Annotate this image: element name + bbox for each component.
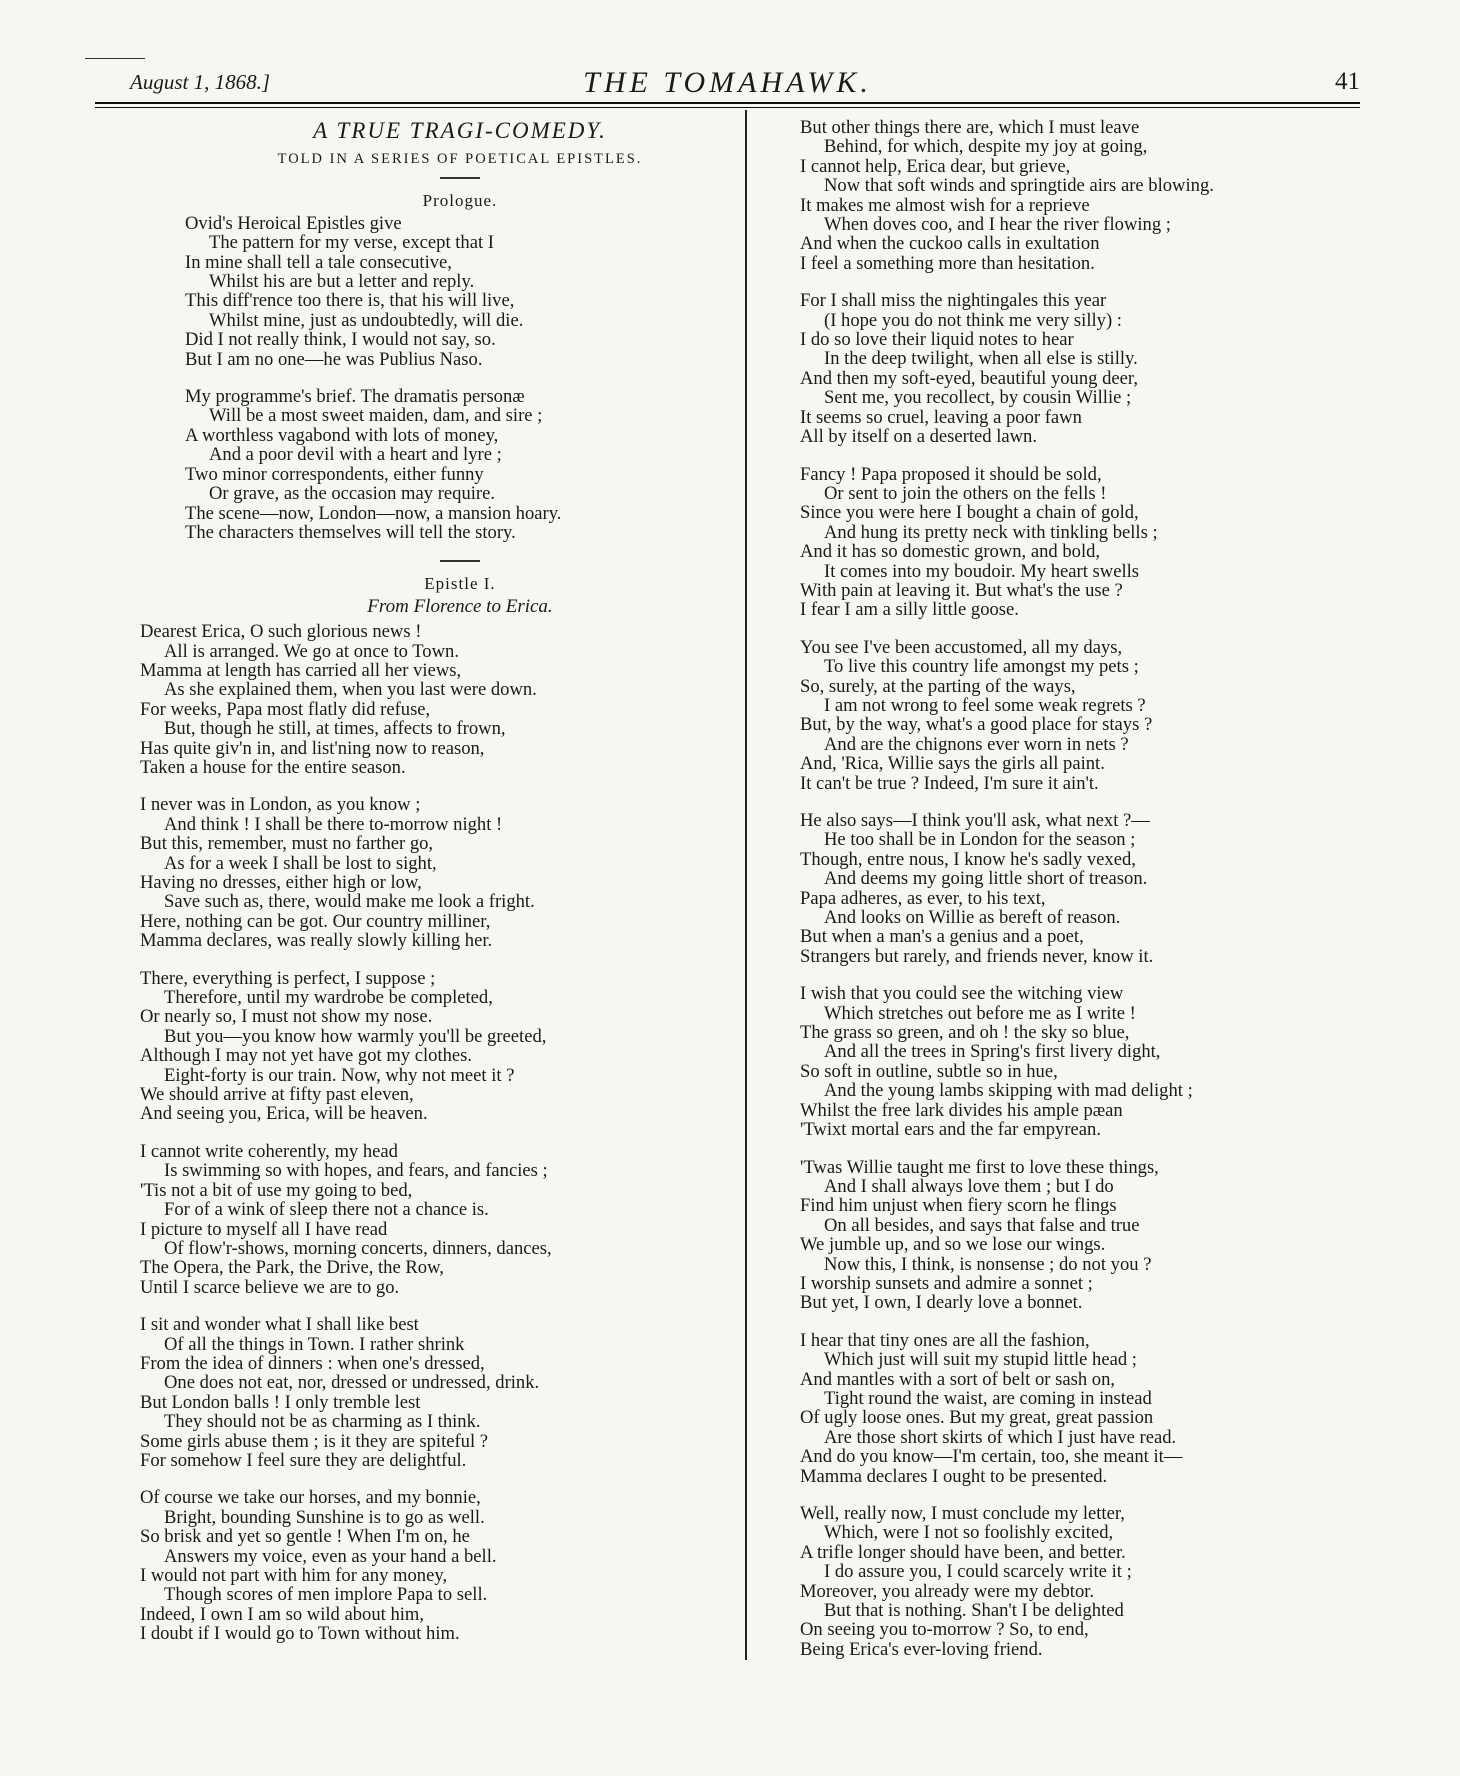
verse-line: They should not be as charming as I think. [164, 1411, 481, 1433]
right-column [800, 118, 1360, 1677]
verse-line: Strangers but rarely, and friends never, know it. [800, 945, 1154, 967]
verse-line: I would not part with him for any money, [140, 1565, 448, 1586]
issue-date: August 1, 1868.] [130, 70, 271, 94]
verse-line: Is swimming so with hopes, and fears, and fancies ; [164, 1160, 548, 1182]
header-tick-rule [85, 58, 145, 59]
verse-line: I worship sunsets and admire a sonnet ; [800, 1272, 1093, 1294]
verse-line: It comes into my boudoir. My heart swells [824, 560, 1140, 582]
verse-line: Of all the things in Town. I rather shrink [164, 1333, 465, 1355]
verse-line: Save such as, there, would make me look a fright. [164, 891, 535, 913]
verse-line: And a poor devil with a heart and lyre ; [209, 444, 502, 466]
verse-line: But this, remember, must no farther go, [140, 833, 434, 855]
verse-line: Of ugly loose ones. But my great, great passion [800, 1407, 1154, 1429]
verse-line: I do assure you, I could scarcely write it ; [824, 1561, 1132, 1583]
verse-line: But you—you know how warmly you'll be greeted, [164, 1025, 547, 1047]
page-number: 41 [1335, 68, 1360, 95]
verse-line: I picture to myself all I have read [140, 1218, 388, 1240]
verse-line: Answers my voice, even as your hand a bell. [164, 1545, 497, 1567]
prologue-heading: Prologue. [422, 191, 498, 211]
verse-line: Bright, bounding Sunshine is to go as well. [164, 1506, 485, 1528]
section-dash [440, 177, 480, 179]
verse-line: When doves coo, and I hear the river flowing ; [824, 214, 1171, 236]
verse-line: So brisk and yet so gentle ! When I'm on, he [140, 1526, 470, 1548]
verse-line: And do you know—I'm certain, too, she meant it— [800, 1446, 1183, 1468]
verse-line: Mamma declares I ought to be presented. [800, 1465, 1108, 1487]
verse-line: Until I scarce believe we are to go. [140, 1276, 400, 1298]
verse-line: And deems my going little short of treason. [824, 868, 1148, 890]
stanza [140, 622, 740, 777]
verse-line: It makes me almost wish for a reprieve [800, 194, 1090, 216]
verse-line: It can't be true ? Indeed, I'm sure it ain't. [800, 772, 1099, 794]
verse-line: A worthless vagabond with lots of money, [185, 424, 499, 446]
verse-line: And, 'Rica, Willie says the girls all paint. [800, 753, 1105, 775]
verse-line: Being Erica's ever-loving friend. [800, 1638, 1043, 1660]
epistle-verses-right [800, 118, 1360, 1659]
verse-line: Which, were I not so foolishly excited, [824, 1522, 1114, 1544]
article-title: A TRUE TRAGI-COMEDY. [313, 118, 607, 143]
verse-line: And think ! I shall be there to-morrow night ! [164, 813, 503, 835]
verse-line: Having no dresses, either high or low, [140, 872, 422, 893]
stanza [800, 984, 1360, 1139]
verse-line: Indeed, I own I am so wild about him, [140, 1603, 425, 1625]
epistle-subheading: From Florence to Erica. [367, 595, 553, 617]
verse-line: But London balls ! I only tremble lest [140, 1391, 421, 1413]
verse-line: Or grave, as the occasion may require. [209, 483, 496, 505]
prologue-verses [140, 214, 740, 543]
verse-line: Of flow'r-shows, morning concerts, dinners, dances, [164, 1237, 552, 1259]
verse-line: Will be a most sweet maiden, dam, and sire ; [209, 405, 543, 427]
verse-line: Though scores of men implore Papa to sell. [164, 1584, 488, 1606]
verse-line: And the young lambs skipping with mad delight ; [824, 1080, 1193, 1102]
stanza [140, 795, 740, 950]
verse-line: And looks on Willie as bereft of reason. [824, 907, 1121, 929]
verse-line: Ovid's Heroical Epistles give [185, 212, 402, 234]
verse-line: The characters themselves will tell the story. [185, 521, 516, 543]
verse-line: We should arrive at fifty past eleven, [140, 1084, 414, 1106]
verse-line: Now that soft winds and springtide airs are blowing. [824, 175, 1214, 197]
verse-line: As she explained them, when you last were down. [164, 679, 537, 701]
verse-line: All by itself on a deserted lawn. [800, 426, 1038, 448]
verse-line: But when a man's a genius and a poet, [800, 926, 1084, 948]
verse-line: You see I've been accustomed, all my days, [800, 636, 1123, 658]
verse-line: 'Twas Willie taught me first to love these things, [800, 1156, 1159, 1178]
verse-line: With pain at leaving it. But what's the use ? [800, 579, 1123, 601]
verse-line: For I shall miss the nightingales this year [800, 290, 1107, 312]
stanza [140, 969, 740, 1124]
verse-line: Though, entre nous, I know he's sadly vexed, [800, 848, 1136, 870]
stanza [140, 1142, 740, 1297]
verse-line: Whilst mine, just as undoubtedly, will die. [209, 309, 524, 331]
verse-line: The grass so green, and oh ! the sky so blue, [800, 1022, 1130, 1044]
verse-line: He too shall be in London for the season ; [824, 829, 1136, 851]
verse-line: There, everything is perfect, I suppose ; [140, 967, 436, 989]
verse-line: I hear that tiny ones are all the fashion, [800, 1329, 1090, 1351]
stanza [800, 638, 1360, 793]
verse-line: But I am no one—he was Publius Naso. [185, 348, 483, 370]
stanza [800, 811, 1360, 966]
verse-line: On all besides, and says that false and true [824, 1214, 1140, 1236]
verse-line: In mine shall tell a tale consecutive, [185, 251, 452, 273]
verse-line: And then my soft-eyed, beautiful young deer, [800, 367, 1138, 389]
verse-line: And it has so domestic grown, and bold, [800, 541, 1101, 563]
verse-line: Now this, I think, is nonsense ; do not you ? [824, 1253, 1152, 1275]
header-rule-thin [95, 107, 1360, 108]
stanza [140, 1488, 740, 1643]
verse-line: To live this country life amongst my pets ; [824, 656, 1139, 678]
verse-line: Has quite giv'n in, and list'ning now to reason, [140, 737, 485, 759]
stanza [800, 1158, 1360, 1313]
verse-line: And hung its pretty neck with tinkling bells ; [824, 521, 1158, 543]
verse-line: I doubt if I would go to Town without him. [140, 1623, 460, 1645]
verse-line: Sent me, you recollect, by cousin Willie ; [824, 387, 1132, 409]
verse-line: 'Tis not a bit of use my going to bed, [140, 1179, 413, 1201]
stanza [800, 1504, 1360, 1659]
verse-line: Find him unjust when fiery scorn he flings [800, 1195, 1117, 1217]
verse-line: Behind, for which, despite my joy at going, [824, 136, 1148, 158]
verse-line: I feel a something more than hesitation. [800, 252, 1095, 274]
verse-line: Therefore, until my wardrobe be completed, [164, 987, 493, 1009]
verse-line: Or nearly so, I must not show my nose. [140, 1006, 433, 1028]
verse-line: Mamma at length has carried all her views, [140, 659, 462, 681]
verse-line: As for a week I shall be lost to sight, [164, 852, 437, 874]
stanza [800, 465, 1360, 620]
stanza [140, 1315, 740, 1470]
verse-line: I fear I am a silly little goose. [800, 599, 1019, 621]
verse-line: Are those short skirts of which I just have read. [824, 1426, 1177, 1448]
stanza [800, 1331, 1360, 1486]
verse-line: Which just will suit my stupid little head ; [824, 1349, 1137, 1371]
verse-line: I do so love their liquid notes to hear [800, 329, 1074, 351]
verse-line: Dearest Erica, O such glorious news ! [140, 621, 422, 643]
verse-line: For weeks, Papa most flatly did refuse, [140, 698, 431, 720]
verse-line: But that is nothing. Shan't I be delighted [824, 1600, 1124, 1622]
stanza [185, 387, 740, 542]
verse-line: But, though he still, at times, affects to frown, [164, 718, 506, 740]
verse-line: Although I may not yet have got my clothes. [140, 1045, 473, 1067]
verse-line: Taken a house for the entire season. [140, 756, 406, 778]
verse-line: And when the cuckoo calls in exultation [800, 233, 1100, 255]
verse-line: Whilst the free lark divides his ample pæan [800, 1099, 1123, 1121]
section-dash [440, 560, 480, 562]
verse-line: Mamma declares, was really slowly killing her. [140, 930, 493, 952]
column-divider [745, 110, 747, 1660]
verse-line: Two minor correspondents, either funny [185, 463, 484, 485]
verse-line: Which stretches out before me as I write ! [824, 1002, 1136, 1024]
verse-line: And all the trees in Spring's first livery dight, [824, 1041, 1161, 1063]
verse-line: I never was in London, as you know ; [140, 794, 421, 816]
verse-line: I cannot write coherently, my head [140, 1140, 398, 1162]
verse-line: I wish that you could see the witching view [800, 983, 1124, 1005]
verse-line: But, by the way, what's a good place for stays ? [800, 714, 1153, 736]
verse-line: And are the chignons ever worn in nets ? [824, 733, 1129, 755]
verse-line: A trifle longer should have been, and better. [800, 1541, 1126, 1563]
verse-line: And mantles with a sort of belt or sash on, [800, 1368, 1116, 1390]
page-header [95, 62, 1360, 102]
verse-line: He also says—I think you'll ask, what next ?— [800, 810, 1150, 831]
verse-line: The Opera, the Park, the Drive, the Row, [140, 1257, 444, 1279]
stanza [185, 214, 740, 369]
verse-line: Tight round the waist, are coming in instead [824, 1387, 1152, 1409]
verse-line: Whilst his are but a letter and reply. [209, 271, 475, 293]
verse-line: I sit and wonder what I shall like best [140, 1314, 419, 1336]
verse-line: Here, nothing can be got. Our country milliner, [140, 910, 491, 932]
verse-line: Did I not really think, I would not say, so. [185, 329, 496, 351]
verse-line: Well, really now, I must conclude my letter, [800, 1503, 1125, 1524]
verse-line: Eight-forty is our train. Now, why not meet it ? [164, 1064, 515, 1086]
verse-line: Some girls abuse them ; is it they are spiteful ? [140, 1430, 489, 1452]
verse-line: I cannot help, Erica dear, but grieve, [800, 155, 1071, 177]
verse-line: All is arranged. We go at once to Town. [164, 640, 459, 662]
verse-line: Or sent to join the others on the fells ! [824, 482, 1107, 504]
stanza [800, 118, 1360, 273]
verse-line: But yet, I own, I dearly love a bonnet. [800, 1292, 1083, 1314]
left-column [140, 118, 740, 1662]
verse-line: One does not eat, nor, dressed or undressed, drink. [164, 1372, 540, 1394]
verse-line: It seems so cruel, leaving a poor fawn [800, 406, 1082, 428]
verse-line: Fancy ! Papa proposed it should be sold, [800, 463, 1102, 485]
verse-line: The pattern for my verse, except that I [209, 232, 494, 254]
verse-line: 'Twixt mortal ears and the far empyrean. [800, 1119, 1101, 1141]
verse-line: So, surely, at the parting of the ways, [800, 675, 1076, 697]
verse-line: Moreover, you already were my debtor. [800, 1580, 1095, 1602]
verse-line: My programme's brief. The dramatis personæ [185, 386, 525, 408]
verse-line: And seeing you, Erica, will be heaven. [140, 1103, 428, 1125]
verse-line: Since you were here I bought a chain of gold, [800, 502, 1139, 524]
verse-line: From the idea of dinners : when one's dressed, [140, 1352, 485, 1374]
verse-line: Papa adheres, as ever, to his text, [800, 887, 1046, 909]
verse-line: We jumble up, and so we lose our wings. [800, 1234, 1106, 1256]
header-rule-thick [95, 102, 1360, 104]
verse-line: I am not wrong to feel some weak regrets ? [824, 694, 1146, 716]
verse-line: But other things there are, which I must leave [800, 117, 1140, 138]
verse-line: On seeing you to-morrow ? So, to end, [800, 1619, 1089, 1641]
publication-title: THE TOMAHAWK. [583, 66, 872, 99]
verse-line: For of a wink of sleep there not a chance is. [164, 1199, 489, 1221]
stanza [800, 291, 1360, 446]
verse-line: So soft in outline, subtle so in hue, [800, 1060, 1058, 1082]
epistle-verses-left [140, 622, 740, 1644]
epistle-heading: Epistle I. [424, 574, 496, 594]
verse-line: For somehow I feel sure they are delightful. [140, 1449, 467, 1471]
verse-line: And I shall always love them ; but I do [824, 1175, 1114, 1197]
verse-line: (I hope you do not think me very silly) : [824, 309, 1122, 331]
verse-line: This diff'rence too there is, that his will live, [185, 290, 515, 312]
verse-line: In the deep twilight, when all else is stilly. [824, 348, 1138, 370]
article-subtitle: TOLD IN A SERIES OF POETICAL EPISTLES. [277, 151, 643, 167]
verse-line: The scene—now, London—now, a mansion hoary. [185, 502, 562, 524]
verse-line: Of course we take our horses, and my bonnie, [140, 1487, 481, 1509]
